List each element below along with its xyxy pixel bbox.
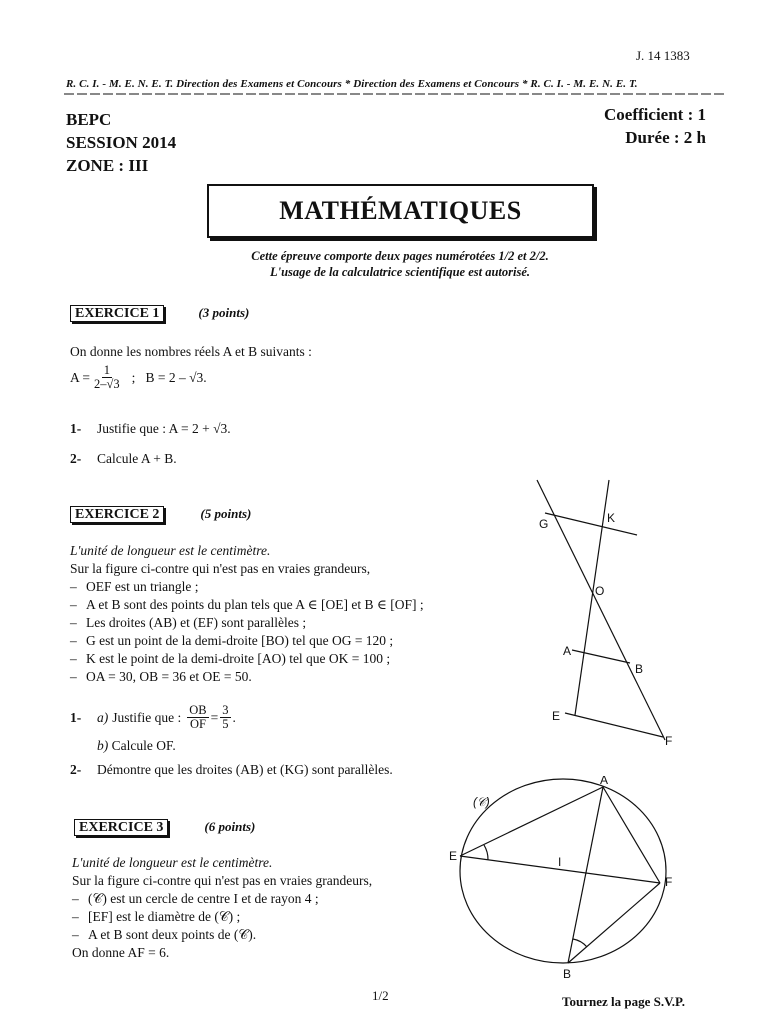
line-go-f [537,480,665,740]
given-item: – OA = 30, OB = 36 et OE = 50. [70,669,252,684]
given-item: – A et B sont des points du plan tels que A ∈ [OE] et B ∈ [OF] ; [70,597,424,612]
duration: Durée : 2 h [625,128,706,147]
turn-page-note: Tournez la page S.V.P. [562,994,686,1009]
given-item: – [EF] est le diamètre de (𝒞) ; [72,909,241,924]
segment-af [603,787,660,883]
exercise-1-points: (3 points) [198,305,250,320]
given-item: – Les droites (AB) et (EF) sont parallèles ; [70,615,307,630]
given-item: – K est le point de la demi-droite [AO) tel que OK = 100 ; [70,651,391,666]
label-a: A [563,644,572,658]
label-b: B [635,662,644,676]
exercise-3-unit: L'unité de longueur est le centimètre. [72,855,273,870]
exam-zone: ZONE : III [66,156,149,175]
exercise-3-given-af: On donne AF = 6. [72,945,170,960]
given-item: – G est un point de la demi-droite [BO) tel que OG = 120 ; [70,633,394,648]
exam-name: BEPC [66,110,112,129]
exercise-3-points: (6 points) [204,819,256,834]
exercise-2-heading [70,505,251,523]
exercise-3-givens [72,890,319,944]
given-item: – OEF est un triangle ; [70,579,199,594]
angle-e-mark [484,845,488,860]
b-expression: ; B = 2 – √3. [131,369,207,385]
ob-of-fraction: $\frac{OB}{OF}$ [189,703,207,731]
exercise-3-label: EXERCICE 3 [74,819,168,836]
exercise-3-figure [445,776,690,986]
q1-number: 1- [70,421,82,436]
label-f: F [665,875,673,889]
label-k: K [607,511,616,525]
exercise-2-q2: 2- Démontre que les droites (AB) et (KG) sont parallèles. [70,762,393,777]
exam-header [66,108,176,177]
label-o: O [595,584,605,598]
ministry-banner: R. C. I. - M. E. N. E. T. Direction des Examens et Concours * Direction des Examens et Concours * R. C. I. - M. E. N. E. T. [66,78,638,90]
label-a: A [600,776,609,787]
page-number: 1/2 [372,988,389,1003]
exercise-3-figure-note: Sur la figure ci-contre qui n'est pas en vraies grandeurs, [72,873,373,888]
intro-note [190,248,610,280]
exercise-2-unit: L'unité de longueur est le centimètre. [70,543,271,558]
document-reference: J. 14 1383 [636,48,690,63]
label-b: B [563,967,572,981]
subject-title: MATHÉMATIQUES [207,184,594,238]
exercise-2-label: EXERCICE 2 [70,506,164,523]
exam-meta [560,103,706,149]
q1-number: 1- [70,709,82,725]
exercise-1-heading [70,304,249,322]
exercise-2-points: (5 points) [200,506,252,521]
intro-calculator: L'usage de la calculatrice scientifique est autorisé. [269,265,531,279]
exercise-2-q1b: b) Calcule OF. [97,738,176,753]
intro-pages: Cette épreuve comporte deux pages numérotées 1/2 et 2/2. [251,249,549,263]
coefficient: Coefficient : 1 [604,105,706,124]
exercise-1-statement: On donne les nombres réels A et B suivants : [70,344,312,359]
label-g: G [539,517,549,531]
a-denominator: 2–√3 [94,377,120,391]
exercise-3-heading [74,818,255,836]
exam-session: SESSION 2014 [66,133,177,152]
exercise-2-q1a: 1- a) Justifie que : $\frac{OB}{OF}$ = $\frac{3}{5}$ . [70,703,236,731]
a-fraction [92,364,122,391]
banner-underline [64,92,724,96]
exercise-1-q1 [70,420,231,438]
label-i: I [558,855,562,869]
exercise-2-givens [70,578,424,686]
label-f: F [665,734,673,748]
q1-text: Justifie que : A = 2 + √3. [97,421,231,436]
segment-ef [565,713,663,737]
exercise-1-formulas [70,364,207,391]
exercise-2-figure [525,475,700,755]
exercise-1-q2 [70,450,177,468]
q2-number: 2- [70,451,82,466]
exercise-2-figure-note: Sur la figure ci-contre qui n'est pas en vraies grandeurs, [70,561,371,576]
three-fifths-fraction: $\frac{3}{5}$ [222,703,229,731]
label-e: E [552,709,561,723]
a-numerator: 1 [103,363,110,377]
exercise-1-label: EXERCICE 1 [70,305,164,322]
label-circle-c: (𝒞) [473,795,490,809]
given-item: – (𝒞) est un cercle de centre I et de rayon 4 ; [72,891,319,906]
angle-b-mark [573,939,587,947]
q2-text: Calcule A + B. [97,451,177,466]
a-lhs: A = [70,369,90,385]
given-item: – A et B sont deux points de (𝒞). [72,927,257,942]
label-e: E [449,849,458,863]
